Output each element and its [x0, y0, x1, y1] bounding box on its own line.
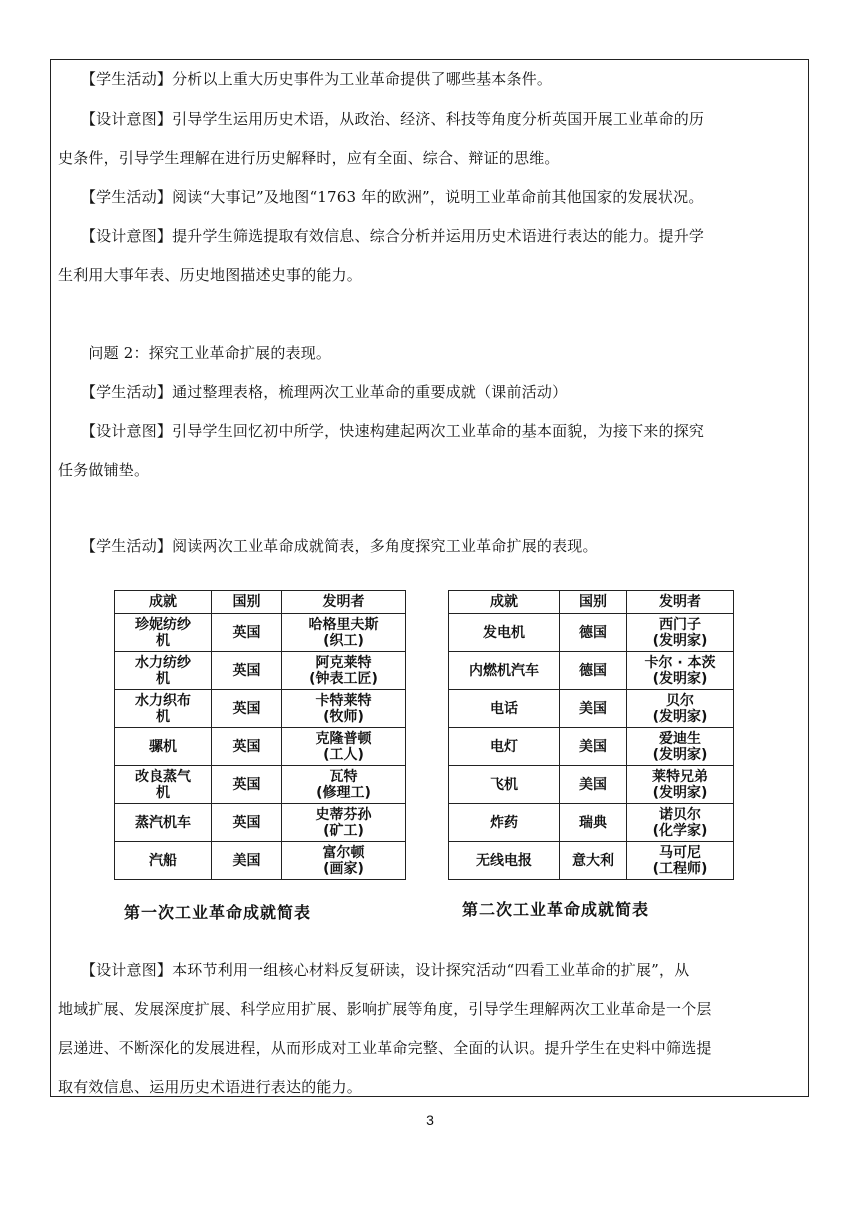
table-cell: 英国 [232, 700, 261, 717]
table-header: 发明者 [282, 591, 406, 614]
table-cell: 阿克莱特 (钟表工匠) [309, 654, 378, 687]
table-row [449, 728, 734, 766]
paragraph-student-activity-1: 【学生活动】分析以上重大历史事件为工业革命提供了哪些基本条件。 [58, 70, 553, 88]
table-cell: 美国 [579, 700, 607, 717]
table-cell: 马可尼 (工程师) [652, 844, 708, 877]
table-cell: 富尔顿 (画家) [322, 844, 365, 877]
table-cell: 爱迪生 (发明家) [652, 730, 708, 763]
table-row [115, 614, 406, 652]
paragraph-design-intent-3a: 【设计意图】引导学生回忆初中所学，快速构建起两次工业革命的基本面貌，为接下来的探究 [58, 422, 705, 440]
paragraph-design-intent-4b: 地域扩展、发展深度扩展、科学应用扩展、影响扩展等角度，引导学生理解两次工业革命是一个层 [58, 1000, 712, 1018]
table-cell: 英国 [232, 624, 261, 641]
paragraph-design-intent-4d: 取有效信息、运用历史术语进行表达的能力。 [58, 1078, 363, 1096]
second-table-caption: 第二次工业革命成就简表 [462, 900, 650, 919]
table-cell: 瑞典 [579, 814, 607, 831]
table-row [449, 690, 734, 728]
table-cell: 莱特兄弟 (发明家) [652, 768, 708, 801]
table-cell: 英国 [232, 776, 261, 793]
table-cell: 美国 [232, 852, 261, 869]
table-header-row [449, 591, 734, 614]
table-row [115, 766, 406, 804]
first-revolution-table [114, 590, 406, 880]
table-cell: 电灯 [490, 738, 518, 755]
table-row [115, 652, 406, 690]
table-cell: 美国 [579, 776, 607, 793]
table-cell: 内燃机汽车 [469, 662, 539, 679]
table-cell: 英国 [232, 814, 261, 831]
table-cell: 水力纺纱 机 [135, 654, 191, 687]
table-cell: 发电机 [483, 624, 525, 641]
table-cell: 德国 [579, 624, 607, 641]
table-cell: 珍妮纺纱 机 [135, 616, 191, 649]
table-cell: 瓦特 (修理工) [316, 768, 371, 801]
table-cell: 英国 [232, 738, 261, 755]
paragraph-question-2: 问题 2：探究工业革命扩展的表现。 [58, 344, 332, 362]
table-header: 成就 [449, 591, 560, 614]
paragraph-student-activity-2: 【学生活动】阅读“大事记”及地图“1763 年的欧洲”，说明工业革命前其他国家的发展状况。 [58, 188, 704, 206]
paragraph-design-intent-1b: 史条件，引导学生理解在进行历史解释时，应有全面、综合、辩证的思维。 [58, 149, 560, 167]
table-cell: 蒸汽机车 [135, 814, 191, 831]
paragraph-student-activity-4: 【学生活动】阅读两次工业革命成就简表，多角度探究工业革命扩展的表现。 [58, 537, 598, 555]
table-cell: 西门子 (发明家) [652, 616, 708, 649]
paragraph-design-intent-1a: 【设计意图】引导学生运用历史术语，从政治、经济、科技等角度分析英国开展工业革命的历 [58, 110, 705, 128]
table-cell: 电话 [490, 700, 518, 717]
table-row [449, 766, 734, 804]
table-cell: 意大利 [572, 852, 614, 869]
table-cell: 诺贝尔 (化学家) [652, 806, 708, 839]
paragraph-design-intent-4c: 层递进、不断深化的发展进程，从而形成对工业革命完整、全面的认识。提升学生在史料中筛选提 [58, 1039, 712, 1057]
table-header: 国别 [560, 591, 627, 614]
table-row [115, 842, 406, 880]
table-row [115, 728, 406, 766]
table-cell: 炸药 [490, 814, 518, 831]
paragraph-student-activity-3: 【学生活动】通过整理表格，梳理两次工业革命的重要成就（课前活动） [58, 383, 568, 401]
table-row [449, 842, 734, 880]
table-header: 国别 [212, 591, 282, 614]
table-cell: 改良蒸气 机 [135, 768, 191, 801]
table-cell: 卡尔 · 本茨 (发明家) [644, 654, 716, 687]
table-cell: 哈格里夫斯 (织工) [308, 616, 379, 649]
second-revolution-table [448, 590, 734, 880]
table-row [115, 804, 406, 842]
table-cell: 水力织布 机 [135, 692, 191, 725]
paragraph-design-intent-2a: 【设计意图】提升学生筛选提取有效信息、综合分析并运用历史术语进行表达的能力。提升学 [58, 227, 705, 245]
table-cell: 克隆普顿 (工人) [315, 730, 372, 763]
table-cell: 无线电报 [476, 852, 532, 869]
table-row [449, 614, 734, 652]
table-row [449, 804, 734, 842]
table-header-row [115, 591, 406, 614]
table-cell: 卡特莱特 (牧师) [315, 692, 372, 725]
table-cell: 飞机 [490, 776, 518, 793]
paragraph-design-intent-3b: 任务做铺垫。 [58, 461, 150, 479]
table-cell: 史蒂芬孙 (矿工) [315, 806, 372, 839]
table-header: 发明者 [627, 591, 734, 614]
table-cell: 英国 [232, 662, 261, 679]
paragraph-design-intent-4a: 【设计意图】本环节利用一组核心材料反复研读，设计探究活动“四看工业革命的扩展”，从 [58, 961, 690, 979]
table-cell: 贝尔 (发明家) [652, 692, 708, 725]
first-table-caption: 第一次工业革命成就简表 [124, 903, 312, 922]
table-row [449, 652, 734, 690]
table-row [115, 690, 406, 728]
table-cell: 汽船 [149, 852, 177, 869]
page-number: 3 [426, 1112, 434, 1128]
page-frame [50, 59, 809, 1097]
table-cell: 德国 [579, 662, 607, 679]
paragraph-design-intent-2b: 生利用大事年表、历史地图描述史事的能力。 [58, 266, 363, 284]
table-header: 成就 [115, 591, 212, 614]
table-cell: 骡机 [149, 738, 177, 755]
table-cell: 美国 [579, 738, 607, 755]
